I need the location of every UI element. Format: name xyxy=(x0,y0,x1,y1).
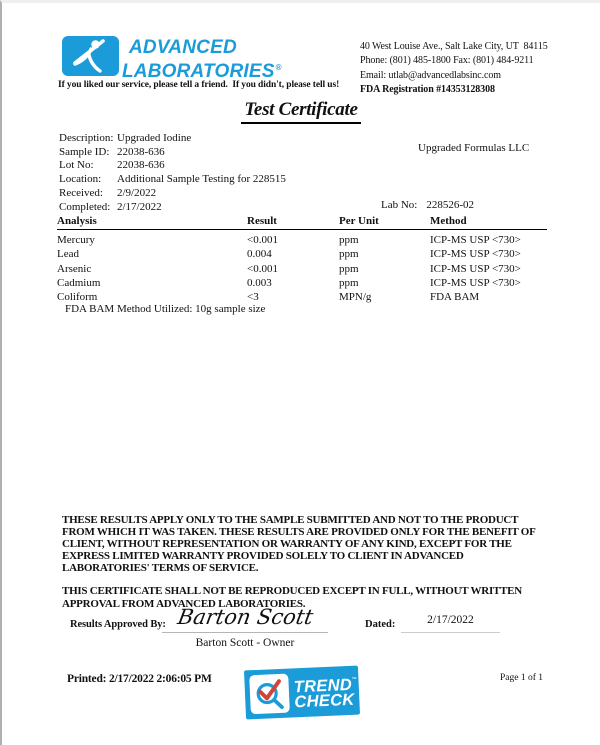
field-label: Location: xyxy=(59,173,102,186)
title-row xyxy=(2,99,600,124)
logo-line-1: ADVANCED xyxy=(129,37,237,58)
signer-name: Barton Scott - Owner xyxy=(195,637,295,649)
table-cell: Mercury xyxy=(57,234,95,246)
trend-check-emblem xyxy=(249,674,290,715)
signature-line xyxy=(162,605,328,633)
logo-line-2: LABORATORIES® xyxy=(122,60,282,82)
lab-number xyxy=(381,199,474,211)
column-header-result: Result xyxy=(247,215,277,227)
signature: Barton Scott xyxy=(175,605,315,629)
advanced-laboratories-logo-icon xyxy=(62,36,119,76)
table-cell: Arsenic xyxy=(57,262,92,275)
table-cell: 0.004 xyxy=(247,248,272,261)
field-label: Lot No: xyxy=(59,159,94,172)
table-cell: ICP-MS USP <730> xyxy=(430,248,521,261)
field-label: Completed: xyxy=(59,200,111,213)
table-cell: Coliform xyxy=(57,291,98,304)
header-rule xyxy=(57,229,547,230)
field-value: 2/9/2022 xyxy=(117,186,157,199)
registered-mark: ® xyxy=(275,62,282,72)
table-cell: Lead xyxy=(57,248,79,261)
check-line: CHECK xyxy=(294,690,355,712)
table-cell: ICP-MS USP <730> xyxy=(430,234,521,246)
table-cell: <0.001 xyxy=(247,234,278,246)
client-name: Upgraded Formulas LLC xyxy=(418,142,530,154)
person-figure-icon xyxy=(62,36,119,76)
trend-check-badge xyxy=(244,666,360,720)
method-note: FDA BAM Method Utilized: 10g sample size xyxy=(65,303,266,315)
trend-line: TREND™ xyxy=(293,675,358,696)
lab-number-label: Lab No: xyxy=(381,199,418,211)
field-value: 22038-636 xyxy=(117,145,165,158)
field-value: 2/17/2022 xyxy=(117,200,162,213)
field-label: Description: xyxy=(59,132,114,144)
tagline: If you liked our service, please tell a friend. If you didn't, please tell us! xyxy=(58,80,340,90)
field-value: 22038-636 xyxy=(117,159,165,172)
disclaimer-paragraph-2: THIS CERTIFICATE SHALL NOT BE REPRODUCED EXCEPT IN FULL, WITHOUT WRITTEN APPROVAL FROM ADVANCED LABORATORIES. xyxy=(62,585,522,610)
table-cell: <0.001 xyxy=(247,262,278,275)
printed-timestamp: Printed: 2/17/2022 2:06:05 PM xyxy=(67,673,212,685)
table-cell: ppm xyxy=(339,248,359,261)
table-cell: MPN/g xyxy=(339,291,372,304)
column-header-analysis: Analysis xyxy=(57,215,97,227)
column-header-per-unit: Per Unit xyxy=(339,215,379,227)
table-cell: ICP-MS USP <730> xyxy=(430,276,521,289)
address-line: 40 West Louise Ave., Salt Lake City, UT 84115 xyxy=(360,41,548,52)
field-value: Additional Sample Testing for 228515 xyxy=(117,173,286,186)
table-cell: FDA BAM xyxy=(430,291,480,304)
table-cell: ppm xyxy=(339,234,359,246)
results-table xyxy=(57,215,547,304)
column-header-method: Method xyxy=(430,215,467,227)
disclaimer-paragraph-1: THESE RESULTS APPLY ONLY TO THE SAMPLE SUBMITTED AND NOT TO THE PRODUCT FROM WHICH IT WAS TAKEN. THESE RESULTS ARE PROVIDED ONLY FOR THE BENEFIT OF CLIENT, WITHOUT REPRESENTATION OR WARRANTY OF ANY KIND, EXCEPT FOR THE EXPRESS LIMITED WARRANTY PROVIDED SOLELY TO CLIENT IN ADVANCED LABORATORIES' TERMS OF SERVICE. xyxy=(62,514,536,575)
document-title: Test Certificate xyxy=(241,99,360,124)
table-cell: Cadmium xyxy=(57,276,101,289)
table-cell: ppm xyxy=(339,276,359,289)
field-label: Received: xyxy=(59,186,103,199)
approval-date: 2/17/2022 xyxy=(427,614,474,626)
fda-registration-line: FDA Registration #14353128308 xyxy=(360,84,495,96)
page-number: Page 1 of 1 xyxy=(500,673,544,683)
table-cell: 0.003 xyxy=(247,276,272,289)
phone-fax-line: Phone: (801) 485-1800 Fax: (801) 484-9211 xyxy=(360,55,534,67)
trademark-mark: ™ xyxy=(351,676,358,683)
results-approved-by-label: Results Approved By: xyxy=(70,619,166,630)
trend-check-wordmark xyxy=(293,672,358,711)
dated-label: Dated: xyxy=(365,619,396,630)
contact-block xyxy=(360,40,548,98)
email-line: Email: utlab@advancedlabsinc.com xyxy=(360,69,501,81)
lab-number-value: 228526-02 xyxy=(426,199,475,211)
disclaimer-block xyxy=(62,514,551,610)
sample-info-block xyxy=(59,132,286,214)
field-label: Sample ID: xyxy=(59,145,110,158)
logo-wordmark xyxy=(122,38,282,81)
table-cell: ICP-MS USP <730> xyxy=(430,262,521,275)
table-cell: <3 xyxy=(247,291,259,304)
magnifier-check-icon xyxy=(252,676,287,711)
table-cell: ppm xyxy=(339,262,359,275)
field-value: Upgraded Iodine xyxy=(117,132,192,144)
date-line xyxy=(401,614,500,633)
